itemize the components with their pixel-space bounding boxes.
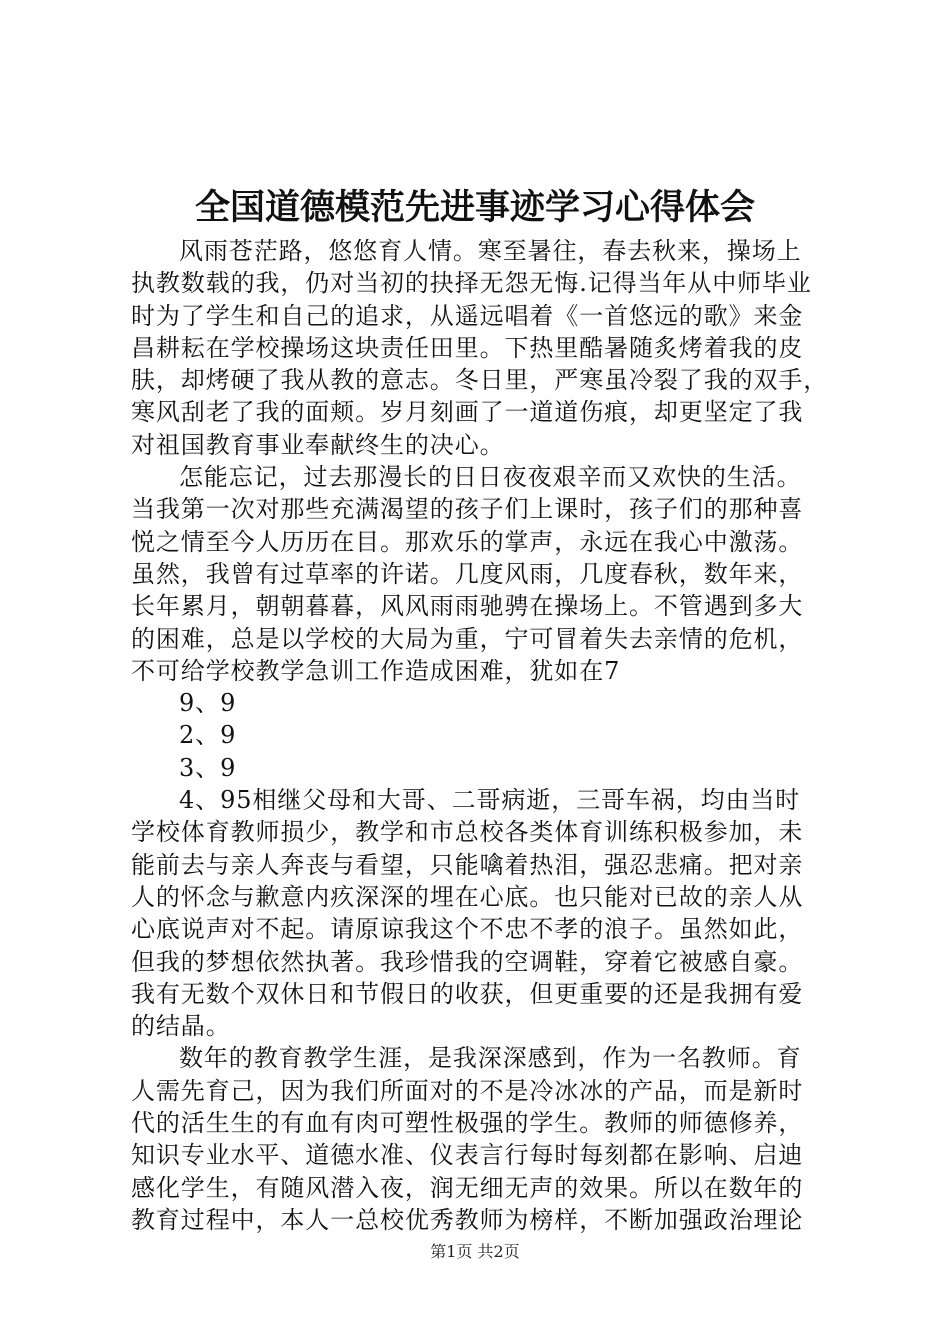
text-line: 我有无数个双休日和节假日的收获，但更重要的还是我拥有爱: [131, 979, 804, 1008]
text-line: 的结晶。: [131, 1012, 231, 1041]
text-line: 学校体育教师损少，教学和市总校各类体育训练积极参加，未: [131, 818, 804, 847]
text-line: 人需先育己，因为我们所面对的不是冷冰冰的产品，而是新时: [131, 1076, 804, 1105]
text-line: 知识专业水平、道德水准、仪表言行每时每刻都在影响、启迪: [131, 1141, 804, 1170]
text-line: 4、95相继父母和大哥、二哥病逝，三哥车祸，均由当时: [179, 786, 801, 815]
text-line: 能前去与亲人奔丧与看望，只能噙着热泪，强忍悲痛。把对亲: [131, 850, 804, 879]
text-line: 长年累月，朝朝暮暮，风风雨雨驰骋在操场上。不管遇到多大: [131, 592, 804, 621]
text-line: 寒风刮老了我的面颊。岁月刻画了一道道伤痕，却更坚定了我: [131, 398, 804, 427]
text-line: 人的怀念与歉意内疚深深的埋在心底。也只能对已故的亲人从: [131, 882, 804, 911]
document-title: 全国道德模范先进事迹学习心得体会: [194, 187, 755, 228]
text-line: 时为了学生和自己的追求，从遥远唱着《一首悠远的歌》来金: [131, 301, 804, 330]
text-line: 执教数载的我，仍对当初的抉择无怨无悔.记得当年从中师毕业: [131, 269, 812, 298]
text-line: 不可给学校教学急训工作造成困难，犹如在7: [131, 656, 621, 685]
text-line: 对祖国教育事业奉献终生的决心。: [131, 430, 505, 459]
text-line: 数年的教育教学生涯，是我深深感到，作为一名教师。育: [179, 1044, 802, 1073]
text-line: 教育过程中，本人一总校优秀教师为榜样，不断加强政治理论: [131, 1205, 804, 1234]
page-footer: 第1页 共2页: [430, 1242, 520, 1261]
text-line: 但我的梦想依然执著。我珍惜我的空调鞋，穿着它被感自豪。: [131, 947, 804, 976]
text-line: 悦之情至今人历历在目。那欢乐的掌声，永远在我心中激荡。: [131, 527, 804, 556]
text-line: 当我第一次对那些充满渴望的孩子们上课时，孩子们的那种喜: [131, 495, 804, 524]
text-line: 感化学生，有随风潜入夜，润无细无声的效果。所以在数年的: [131, 1173, 804, 1202]
text-line: 昌耕耘在学校操场这块责任田里。下热里酷暑随炙烤着我的皮: [131, 333, 804, 362]
text-line: 9、9: [179, 689, 237, 718]
text-line: 虽然，我曾有过草率的许诺。几度风雨，几度春秋，数年来，: [131, 559, 804, 588]
text-line: 怎能忘记，过去那漫长的日日夜夜艰辛而又欢快的生活。: [179, 463, 802, 492]
text-line: 肤，却烤硬了我从教的意志。冬日里，严寒虽冷裂了我的双手，: [131, 366, 829, 395]
text-line: 心底说声对不起。请原谅我这个不忠不孝的浪子。虽然如此，: [131, 915, 804, 944]
text-line: 的困难，总是以学校的大局为重，宁可冒着失去亲情的危机，: [131, 624, 804, 653]
text-line: 代的活生生的有血有肉可塑性极强的学生。教师的师德修养，: [131, 1109, 804, 1138]
document-body: [131, 235, 831, 1236]
text-line: 2、9: [179, 721, 237, 750]
text-line: 3、9: [179, 753, 237, 782]
text-line: 风雨苍茫路，悠悠育人情。寒至暑往，春去秋来，操场上: [179, 237, 802, 265]
